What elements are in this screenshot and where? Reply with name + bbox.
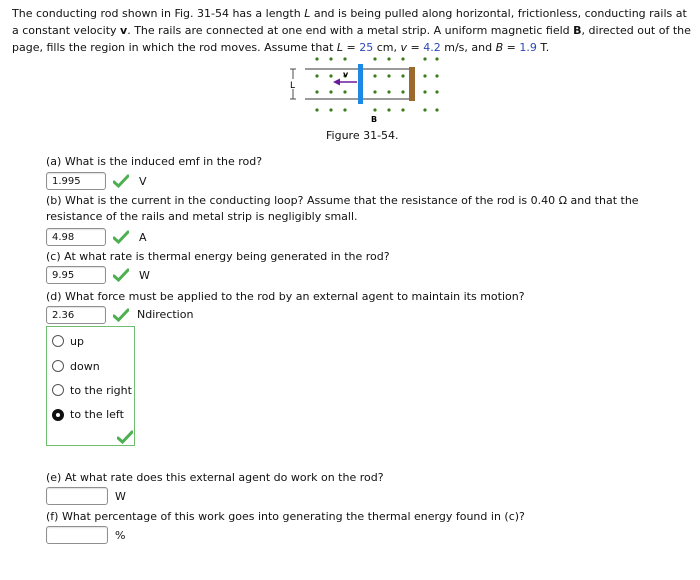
field-dot	[401, 90, 404, 93]
magnetic-field-dots	[315, 57, 438, 111]
unit-a: V	[139, 175, 147, 188]
field-dot	[343, 108, 346, 111]
radio-down[interactable]	[52, 360, 64, 372]
answer-d-input[interactable]: 2.36	[46, 306, 106, 324]
check-icon	[113, 268, 129, 282]
velocity-value: 4.2	[423, 41, 441, 54]
intro-text-3: . The rails are connected at one end with a metal strip. A uniform magnetic field	[127, 24, 574, 37]
field-dot	[387, 108, 390, 111]
equals-2: =	[407, 41, 424, 54]
conducting-rod	[358, 64, 363, 104]
radio-label-down[interactable]: down	[70, 360, 100, 373]
rod-rails-diagram	[285, 54, 445, 124]
field-dot	[435, 90, 438, 93]
question-b: (b) What is the current in the conducting loop? Assume that the resistance of the rod is 0.40 Ω and that the resistance of the rails and metal strip is negligibly small.	[46, 194, 639, 223]
velocity-unit: m/s, and	[440, 41, 496, 54]
radio-label-up[interactable]: up	[70, 335, 84, 348]
length-label: L	[290, 81, 296, 91]
length-value: 25	[359, 41, 374, 54]
field-dot	[315, 57, 318, 60]
length-eq-symbol: L	[336, 41, 344, 54]
field-eq-symbol: B	[495, 41, 504, 54]
question-c: (c) At what rate is thermal energy being generated in the rod?	[46, 250, 390, 263]
field-dot	[329, 90, 332, 93]
velocity-symbol: v	[120, 24, 128, 37]
field-dot	[343, 57, 346, 60]
field-dot	[329, 108, 332, 111]
unit-e: W	[115, 490, 126, 503]
check-icon	[113, 308, 129, 322]
field-symbol: B	[573, 24, 582, 37]
field-dot	[343, 90, 346, 93]
radio-label-left[interactable]: to the left	[70, 408, 124, 421]
field-dot	[435, 74, 438, 77]
problem-statement	[12, 5, 692, 56]
metal-strip	[409, 67, 415, 101]
radio-up[interactable]	[52, 335, 64, 347]
radio-label-right[interactable]: to the right	[70, 384, 132, 397]
field-dot	[423, 108, 426, 111]
field-dot	[401, 74, 404, 77]
field-dot	[315, 74, 318, 77]
answer-b-input[interactable]: 4.98	[46, 228, 106, 246]
answer-a-input[interactable]: 1.995	[46, 172, 106, 190]
field-dot	[373, 90, 376, 93]
answer-c-input[interactable]: 9.95	[46, 266, 106, 284]
answer-f-input[interactable]	[46, 526, 108, 544]
field-dot	[373, 108, 376, 111]
field-dot	[435, 57, 438, 60]
figure-caption: Figure 31-54.	[326, 129, 399, 142]
field-dot	[387, 74, 390, 77]
equals-1: =	[343, 41, 360, 54]
unit-d: Ndirection	[137, 308, 194, 321]
velocity-label: v	[343, 70, 349, 79]
unit-c: W	[139, 269, 150, 282]
figure-31-54	[285, 54, 445, 124]
velocity-arrowhead	[333, 79, 340, 86]
intro-text-2: and is being pulled along horizontal, frictionless, conducting rails at a constant velocity	[12, 7, 687, 37]
check-icon	[113, 174, 129, 188]
equals-3: =	[503, 41, 520, 54]
field-dot	[435, 108, 438, 111]
intro-text-1: The conducting rod shown in Fig. 31-54 has a length	[12, 7, 305, 20]
field-dot	[423, 74, 426, 77]
field-dot	[401, 57, 404, 60]
field-dot	[329, 74, 332, 77]
unit-f: %	[115, 529, 126, 542]
field-dot	[387, 90, 390, 93]
field-dot	[387, 57, 390, 60]
question-f: (f) What percentage of this work goes into generating the thermal energy found in (c)?	[46, 510, 525, 523]
question-e: (e) At what rate does this external agent do work on the rod?	[46, 471, 384, 484]
unit-b: A	[139, 231, 147, 244]
field-dot	[315, 108, 318, 111]
answer-e-input[interactable]	[46, 487, 108, 505]
intro-text-4: , directed out of the page, fills the region in which the rod moves. Assume that	[12, 24, 691, 54]
question-d: (d) What force must be applied to the rod by an external agent to maintain its motion?	[46, 290, 525, 303]
check-icon	[117, 430, 133, 444]
length-symbol: L	[304, 7, 311, 20]
field-dot	[423, 57, 426, 60]
direction-radio-group	[46, 326, 135, 446]
velocity-eq-symbol: v	[400, 41, 408, 54]
field-dot	[373, 57, 376, 60]
field-dot	[329, 57, 332, 60]
field-dot	[423, 90, 426, 93]
field-unit: T.	[536, 41, 550, 54]
field-value: 1.9	[519, 41, 537, 54]
field-dot	[401, 108, 404, 111]
field-dot	[315, 90, 318, 93]
length-unit: cm,	[373, 41, 401, 54]
field-label: B	[371, 115, 378, 124]
radio-left-selected[interactable]	[52, 409, 64, 421]
field-dot	[373, 74, 376, 77]
question-a: (a) What is the induced emf in the rod?	[46, 155, 263, 168]
radio-right[interactable]	[52, 384, 64, 396]
check-icon	[113, 230, 129, 244]
